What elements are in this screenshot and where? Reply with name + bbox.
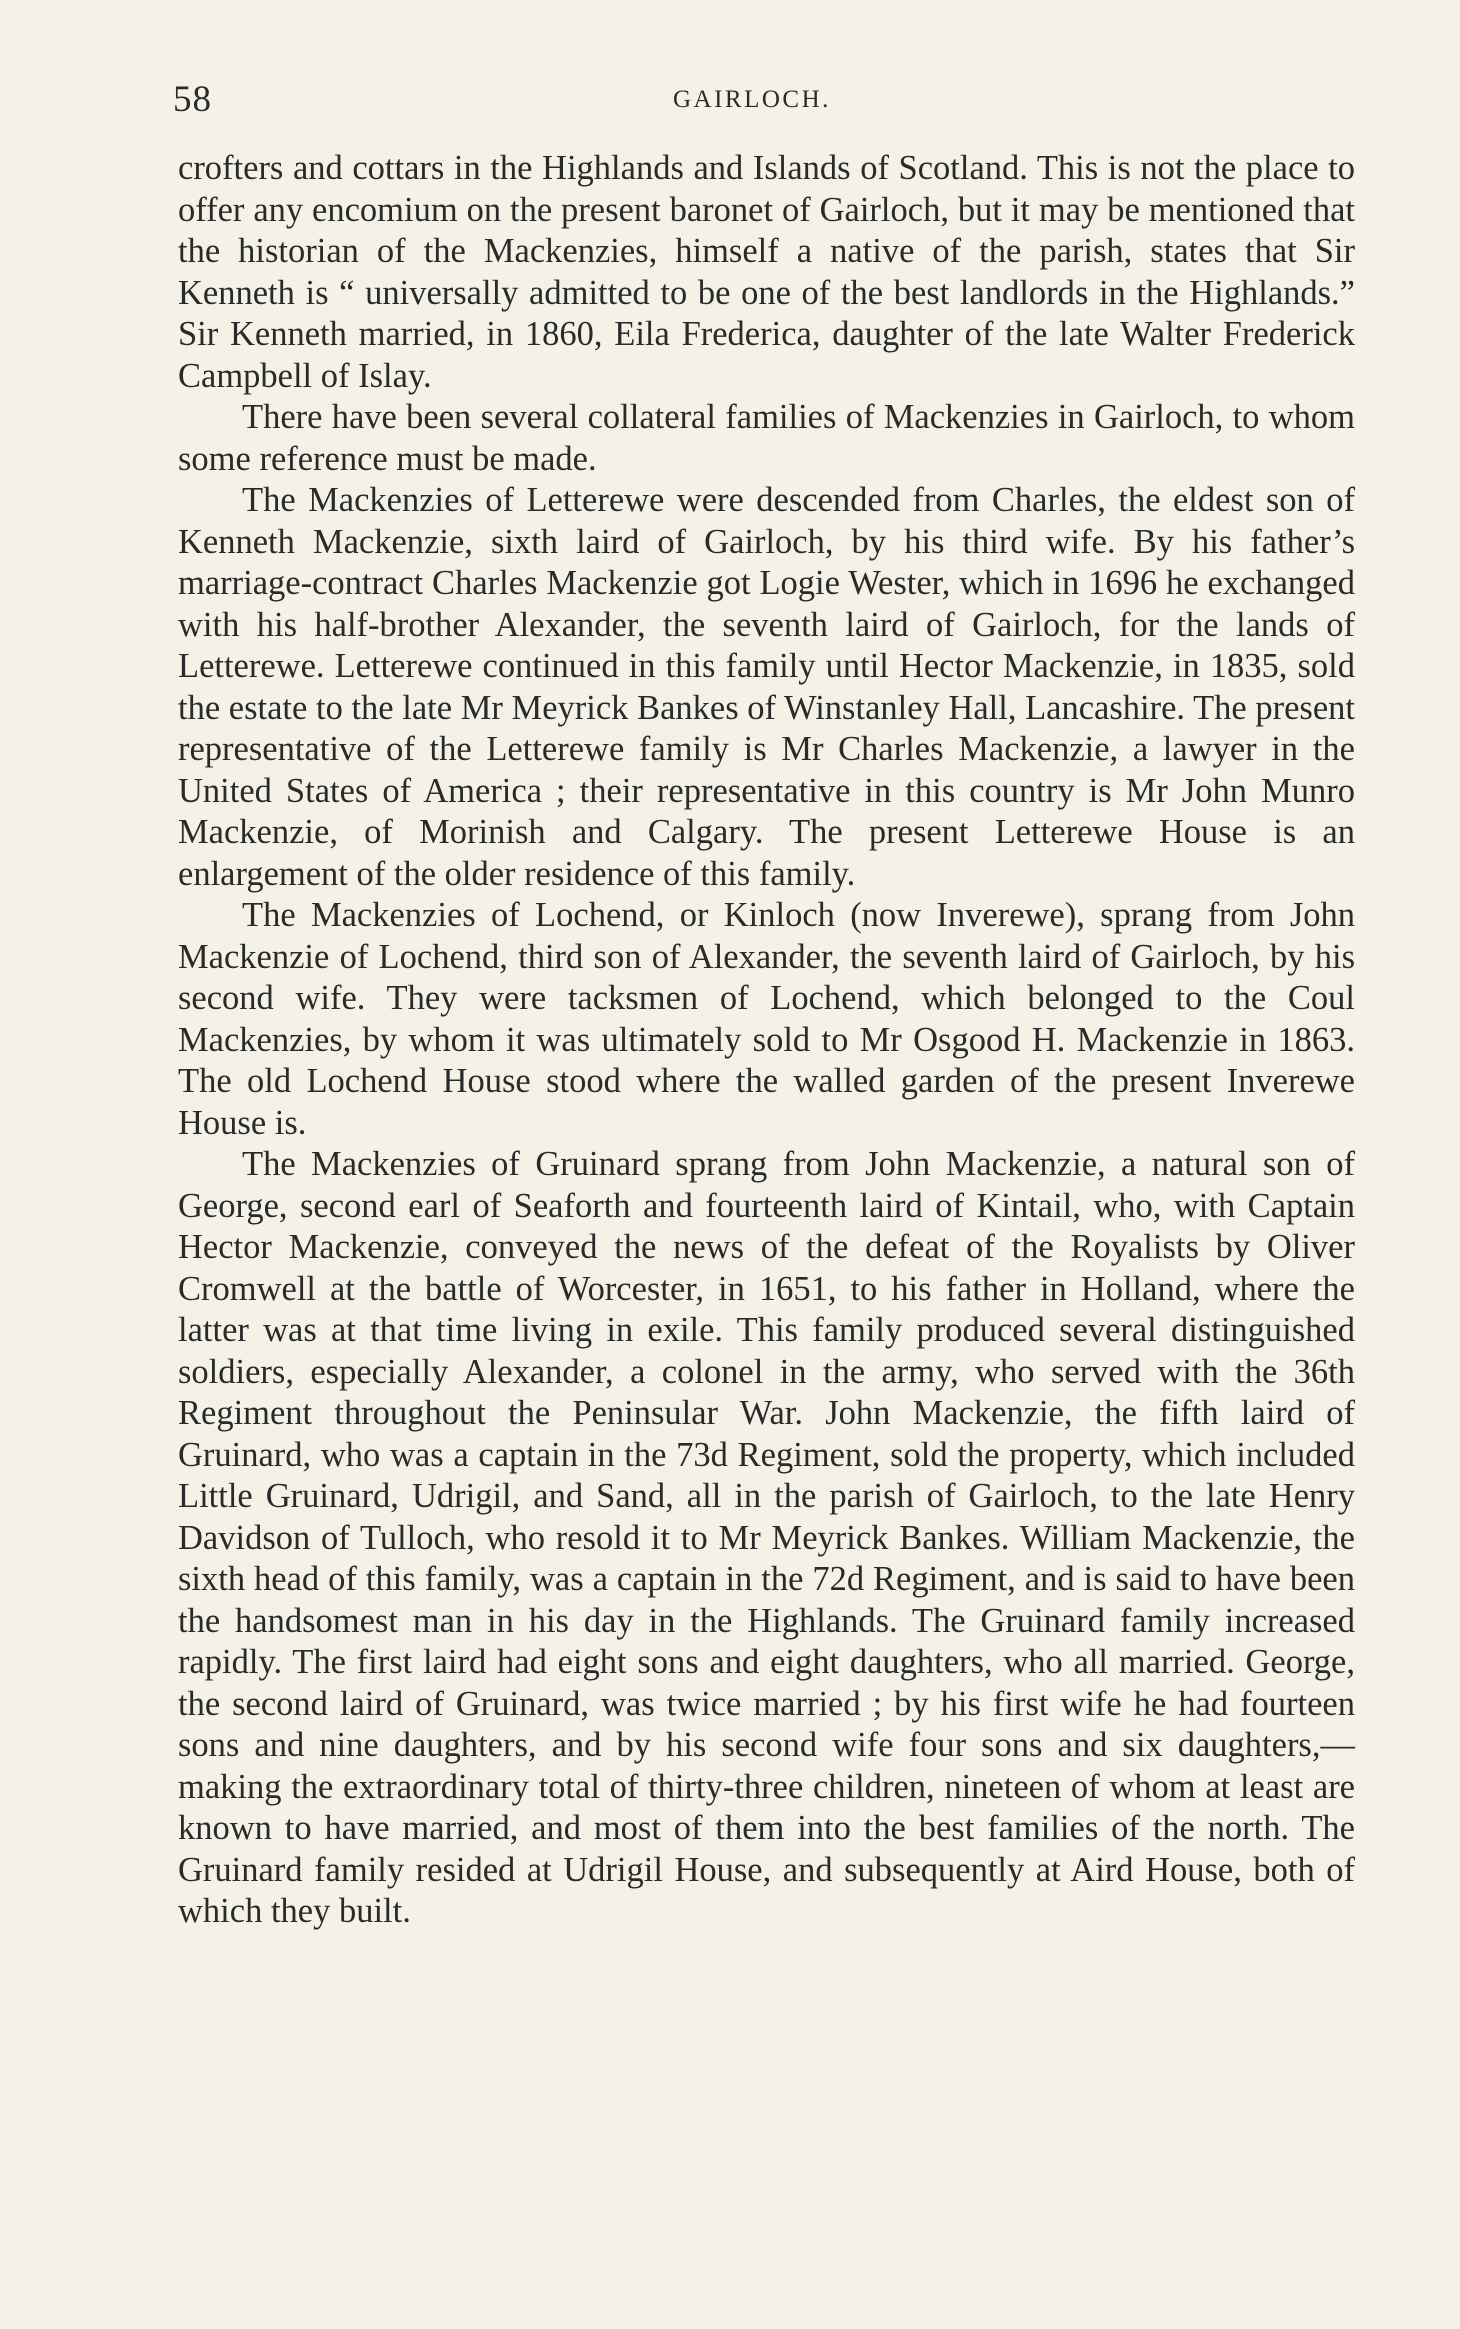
- paragraph-letterewe: The Mackenzies of Letterewe were descended from Charles, the eldest son of Kenneth Mackenzie, sixth laird of Gairloch, by his third wife. By his father’s marriage-contract Charles Mackenzie got Logie Wester, which in 1696 he exchanged with his half-brother Alexander, the seventh laird of Gairloch, for the lands of Letterewe. Letterewe continued in this family until Hector Mackenzie, in 1835, sold the estate to the late Mr Meyrick Bankes of Winstanley Hall, Lancashire. The present representative of the Letterewe family is Mr Charles Mackenzie, a lawyer in the United States of America ; their representative in this country is Mr John Munro Mackenzie, of Morinish and Calgary. The present Letterewe House is an enlargement of the older residence of this family.: [178, 481, 1355, 893]
- paragraph-continued: crofters and cottars in the Highlands and Islands of Scotland. This is not the place to offer any encomium on the present baronet of Gairloch, but it may be mentioned that the historian of the Mackenzies, himself a native of the parish, states that Sir Kenneth is “ universally admitted to be one of the best landlords in the Highlands.” Sir Kenneth married, in 1860, Eila Frederica, daughter of the late Walter Frederick Campbell of Islay.: [178, 149, 1355, 395]
- body-text: [178, 148, 1355, 1933]
- paragraph-lochend: The Mackenzies of Lochend, or Kinloch (now Inverewe), sprang from John Mackenzie of Lochend, third son of Alexander, the seventh laird of Gairloch, by his second wife. They were tacksmen of Lochend, which belonged to the Coul Mackenzies, by whom it was ultimately sold to Mr Osgood H. Mackenzie in 1863. The old Lochend House stood where the walled garden of the present Inverewe House is.: [178, 896, 1355, 1142]
- running-head: [173, 78, 1358, 122]
- paragraph-collateral-families: There have been several collateral families of Mackenzies in Gairloch, to whom some reference must be made.: [178, 398, 1355, 478]
- page-number: 58: [173, 79, 212, 120]
- running-title: GAIRLOCH.: [673, 86, 831, 113]
- paragraph-gruinard: The Mackenzies of Gruinard sprang from John Mackenzie, a natural son of George, second earl of Seaforth and fourteenth laird of Kintail, who, with Captain Hector Mackenzie, conveyed the news of the defeat of the Royalists by Oliver Cromwell at the battle of Worcester, in 1651, to his father in Holland, where the latter was at that time living in exile. This family produced several distinguished soldiers, especially Alexander, a colonel in the army, who served with the 36th Regiment throughout the Peninsular War. John Mackenzie, the fifth laird of Gruinard, who was a captain in the 73d Regiment, sold the property, which included Little Gruinard, Udrigil, and Sand, all in the parish of Gairloch, to the late Henry Davidson of Tulloch, who resold it to Mr Meyrick Bankes. William Mackenzie, the sixth head of this family, was a captain in the 72d Regiment, and is said to have been the handsomest man in his day in the Highlands. The Gruinard family increased rapidly. The first laird had eight sons and eight daughters, who all married. George, the second laird of Gruinard, was twice married ; by his first wife he had fourteen sons and nine daughters, and by his second wife four sons and six daughters,—making the extraordinary total of thirty-three children, nineteen of whom at least are known to have married, and most of them into the best families of the north. The Gruinard family resided at Udrigil House, and subsequently at Aird House, both of which they built.: [178, 1145, 1355, 1930]
